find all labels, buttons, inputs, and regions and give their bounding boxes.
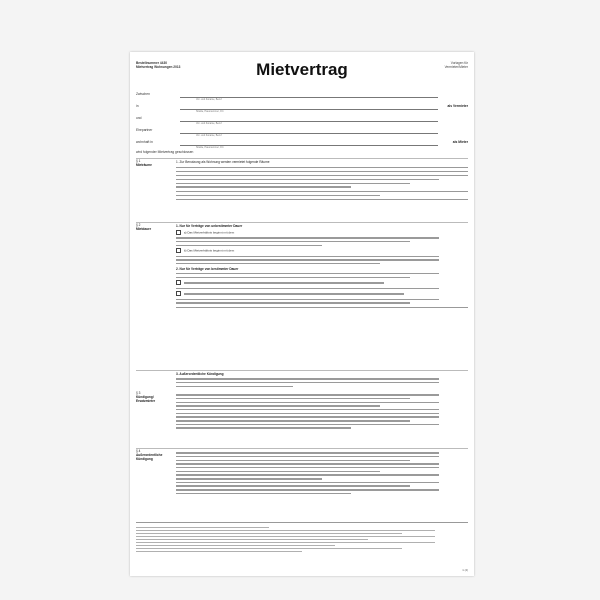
- footnote-line: [136, 542, 435, 543]
- section-divider: [136, 158, 468, 159]
- text-line: [176, 237, 439, 238]
- text-line: [176, 405, 380, 406]
- text-line: [176, 474, 439, 475]
- checkbox[interactable]: [176, 280, 181, 285]
- section-name: Außerordentliche Kündigung: [136, 452, 163, 461]
- party-row-landlord-address: [136, 104, 468, 112]
- field-hint: Vor- und Zuname, Beruf: [196, 133, 222, 137]
- checkbox[interactable]: [176, 291, 181, 296]
- intro-text: wird folgender Mietvertrag geschlossen: [136, 150, 194, 154]
- text-line: [176, 467, 439, 468]
- text-line: [176, 256, 439, 257]
- section-number: § 1: [136, 159, 141, 163]
- page-number: 1 (4): [462, 568, 468, 572]
- text-line: [176, 179, 439, 180]
- text-line: [176, 245, 322, 246]
- footnotes: [136, 522, 468, 554]
- option-label: a) Das Mietverhältnis beginnt mit dem: [183, 230, 235, 235]
- party-label: Zwischen: [136, 92, 150, 96]
- text-line: [176, 460, 410, 461]
- section-label-2: [136, 224, 170, 232]
- publisher-line-1: Vorlagen für: [450, 61, 468, 65]
- section-name: Kündigung/ Ersatzmieter: [136, 394, 156, 403]
- section-label-3: [136, 392, 170, 403]
- text-line: [176, 471, 380, 472]
- text-line: [176, 241, 410, 242]
- text-line: [176, 378, 439, 379]
- text-line: [176, 288, 439, 289]
- role-label: als Vermieter: [447, 104, 468, 108]
- section-heading: 2. Nur für Verträge von bestimmter Dauer: [176, 266, 239, 271]
- text-line: [176, 409, 439, 410]
- field-hint: Straße, Hausnummer, Ort: [196, 145, 224, 149]
- checkbox[interactable]: [176, 248, 181, 253]
- section-body-1: [176, 160, 468, 203]
- party-row-spouse: [136, 128, 468, 136]
- footnote-line: [136, 527, 269, 528]
- party-label: in: [136, 104, 139, 108]
- party-row-tenant: [136, 116, 468, 124]
- text-line: [176, 394, 439, 395]
- party-label: Ehepartner: [136, 128, 153, 132]
- footnote-line: [136, 530, 435, 531]
- text-line: [176, 186, 351, 187]
- contract-page: [130, 52, 474, 576]
- footnote-line: [136, 548, 402, 549]
- text-line: [176, 277, 410, 278]
- section-label-4: [136, 450, 170, 461]
- section-body-2: [176, 224, 468, 311]
- text-line: [184, 293, 404, 294]
- text-line: [184, 282, 384, 283]
- role-label: als Mieter: [452, 140, 468, 144]
- text-line: [176, 386, 293, 387]
- section-number: § 4: [136, 449, 141, 453]
- text-line: [176, 183, 410, 184]
- option-row: [176, 280, 468, 285]
- form-edition-line: Mietvertrag Wohnungen 2013: [136, 64, 181, 69]
- footnote-line: [136, 551, 302, 552]
- text-line: [176, 259, 439, 260]
- text-line: [176, 420, 410, 421]
- text-line: [176, 273, 439, 274]
- text-line: [176, 452, 439, 453]
- text-line: [176, 416, 439, 417]
- fill-line[interactable]: [176, 191, 468, 192]
- section-heading: 1. Nur für Verträge von unbestimmter Dauer: [176, 224, 243, 228]
- fill-line[interactable]: [176, 167, 468, 168]
- footnote-line: [136, 539, 368, 540]
- text-line: [176, 195, 380, 196]
- text-line: [176, 424, 439, 425]
- text-line: [176, 398, 410, 399]
- field-hint: Vor- und Zuname, Beruf: [196, 97, 222, 101]
- text-line: [176, 382, 439, 383]
- footnote-line: [136, 545, 335, 546]
- text-line: [176, 402, 439, 403]
- text-line: [176, 489, 439, 490]
- party-label: und: [136, 116, 142, 120]
- text-line: [176, 482, 439, 483]
- section-divider: [136, 222, 468, 223]
- section-body-extraordinary: [176, 372, 468, 389]
- footnote-line: [136, 536, 435, 537]
- footnote-line: [136, 533, 402, 534]
- section-heading: 3. Außerordentliche Kündigung: [176, 372, 224, 376]
- fill-line[interactable]: [176, 199, 468, 200]
- order-number-line: Bestellnummer 4430: [136, 61, 168, 65]
- text-line: [176, 463, 439, 464]
- fill-line[interactable]: [176, 171, 468, 172]
- section-divider: [136, 448, 468, 449]
- party-label: wohnhaft in: [136, 140, 153, 144]
- text-line: [176, 413, 439, 414]
- field-hint: Vor- und Zuname, Beruf: [196, 121, 222, 125]
- section-heading: 1. Zur Benutzung als Wohnung werden vermietet folgende Räume: [176, 160, 270, 164]
- section-number: § 2: [136, 223, 141, 227]
- section-body-3: [176, 392, 468, 431]
- fill-line[interactable]: [176, 175, 468, 176]
- text-line: [176, 493, 351, 494]
- fill-line[interactable]: [176, 307, 468, 308]
- section-divider: [136, 370, 468, 371]
- text-line: [176, 456, 439, 457]
- text-line: [176, 302, 410, 303]
- text-line: [176, 299, 439, 300]
- option-row: [176, 248, 468, 253]
- text-line: [176, 427, 351, 428]
- section-number: § 3: [136, 391, 141, 395]
- party-row-tenant-address: [136, 140, 468, 148]
- section-body-4: [176, 450, 468, 497]
- publisher-line-2: Vermieter/Mieter: [444, 64, 468, 69]
- section-label-1: [136, 160, 170, 168]
- option-row: [176, 230, 468, 235]
- option-label: b) Das Mietverhältnis beginnt mit dem: [183, 248, 235, 253]
- text-line: [176, 478, 322, 479]
- checkbox[interactable]: [176, 230, 181, 235]
- text-line: [176, 263, 380, 264]
- party-row-landlord: [136, 92, 468, 100]
- section-name: Mietdauer: [136, 226, 152, 231]
- page-title: Mietvertrag: [256, 60, 348, 79]
- section-name: Mieträume: [136, 162, 152, 167]
- text-line: [176, 485, 410, 486]
- field-hint: Straße, Hausnummer, Ort: [196, 109, 224, 113]
- option-row: [176, 291, 468, 296]
